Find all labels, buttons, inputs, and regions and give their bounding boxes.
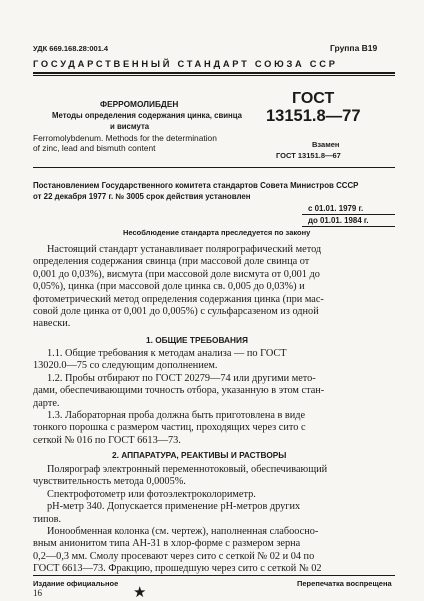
- decree-line-1: Постановлением Государственного комитета стандартов Совета Министров СССР: [33, 181, 359, 190]
- ph-meter-line: pH-метр 340. Допускается применение pH-метров других: [47, 501, 301, 513]
- ion-exchange-line: вным анионитом типа АН-31 в хлор-форме с размером зерна: [33, 538, 301, 550]
- polarograph-line: Полярограф электронный переменнотоковый, обеспечивающий: [47, 464, 328, 475]
- gost-label: ГОСТ: [292, 90, 335, 107]
- replaces-label: Взамен: [312, 140, 340, 149]
- polarograph-line: чувствительность метода 0,0005%.: [33, 476, 186, 488]
- validity-from-rule: [302, 214, 395, 215]
- banner-rule-bottom: [33, 75, 395, 76]
- decree-line-2: от 22 декабря 1977 г. № 3005 срок действия установлен: [33, 192, 251, 201]
- clause-1-3-line: 1.3. Лабораторная проба должна быть приготовлена в виде: [47, 410, 306, 422]
- ion-exchange-line: 0,2—0,3 мм. Смолу просевают через сито с сеткой № 02 и 04 по: [33, 550, 315, 562]
- reprint-prohibited: Перепечатка воспрещена: [297, 579, 392, 588]
- gost-number: 13151.8—77: [266, 107, 361, 125]
- udk-code: УДК 669.168.28:001.4: [33, 44, 109, 53]
- banner-rule-top: [33, 72, 395, 74]
- intro-line: 0,05%), цинка (при массовой доле цинка св. 0,005 до 0,03%) и: [33, 281, 305, 293]
- replaces-value: ГОСТ 13151.8—67: [276, 151, 341, 160]
- ion-exchange-line: ГОСТ 6613—73. Фракцию, прошедшую через сито с сеткой № 02: [33, 563, 322, 575]
- english-title-line-1: Ferromolybdenum. Methods for the determination: [33, 133, 217, 143]
- clause-1-3-line: сеткой № 016 по ГОСТ 6613—73.: [33, 434, 181, 446]
- page-number: 16: [33, 588, 42, 598]
- section-1-heading: 1. ОБЩИЕ ТРЕБОВАНИЯ: [146, 335, 248, 345]
- spectrophotometer-line: Спектрофотометр или фотоэлектроколориметр.: [47, 488, 256, 500]
- intro-line: Настоящий стандарт устанавливает полярографический метод: [47, 244, 322, 255]
- title-rule: [33, 167, 395, 168]
- validity-until: до 01.01. 1984 г.: [308, 216, 369, 225]
- group-code: Группа В19: [330, 43, 378, 53]
- clause-1-2-line: дами, обеспечивающими точность отбора, указанную в этом стан-: [33, 385, 325, 397]
- main-title: ФЕРРОМОЛИБДЕН: [100, 99, 179, 109]
- subtitle-line-2: и висмута: [110, 122, 150, 131]
- section-2-heading: 2. АППАРАТУРА, РЕАКТИВЫ И РАСТВОРЫ: [112, 450, 287, 460]
- ion-exchange-line: Ионообменная колонка (см. чертеж), наполненная слабоосно-: [47, 526, 319, 538]
- section-2-body: [33, 464, 395, 576]
- star-icon: ★: [133, 585, 147, 601]
- clause-1-3-line: тонкого порошка с размером частиц, проходящих через сито с: [33, 422, 306, 434]
- prohibition-notice: Несоблюдение стандарта преследуется по закону: [123, 228, 311, 237]
- clause-1-2-line: дарте.: [33, 397, 60, 409]
- clause-1-1-line: 1.1. Общие требования к методам анализа — по ГОСТ: [47, 348, 287, 359]
- validity-from: с 01.01. 1979 г.: [308, 204, 364, 213]
- intro-line: совой доле цинка от 0,001 до 0,005%) с сульфарсазеном из одной: [33, 306, 319, 318]
- validity-until-rule: [302, 226, 395, 227]
- section-1-body: [33, 348, 395, 447]
- clause-1-2-line: 1.2. Пробы отбирают по ГОСТ 20279—74 или другими мето-: [47, 372, 316, 384]
- intro-line: определения содержания свинца (при массовой доле свинца от: [33, 256, 310, 268]
- intro-line: 0,001 до 0,03%), висмута (при массовой доле висмута от 0,001 до: [33, 268, 320, 280]
- intro-line: навески.: [33, 318, 71, 330]
- footer-rule: [33, 575, 395, 576]
- official-edition: Издание официальное: [33, 579, 119, 588]
- clause-1-1-line: 13020.0—75 со следующим дополнением.: [33, 360, 218, 372]
- english-title-line-2: of zinc, lead and bismuth content: [33, 143, 156, 153]
- intro-line: фотометрический метод определения содержания цинка (при мас-: [33, 293, 324, 305]
- standard-banner: ГОСУДАРСТВЕННЫЙ СТАНДАРТ СОЮЗА ССР: [33, 59, 338, 69]
- intro-paragraph: [33, 244, 395, 331]
- ph-meter-line: типов.: [33, 513, 62, 525]
- subtitle-line-1: Методы определения содержания цинка, свинца: [52, 111, 242, 120]
